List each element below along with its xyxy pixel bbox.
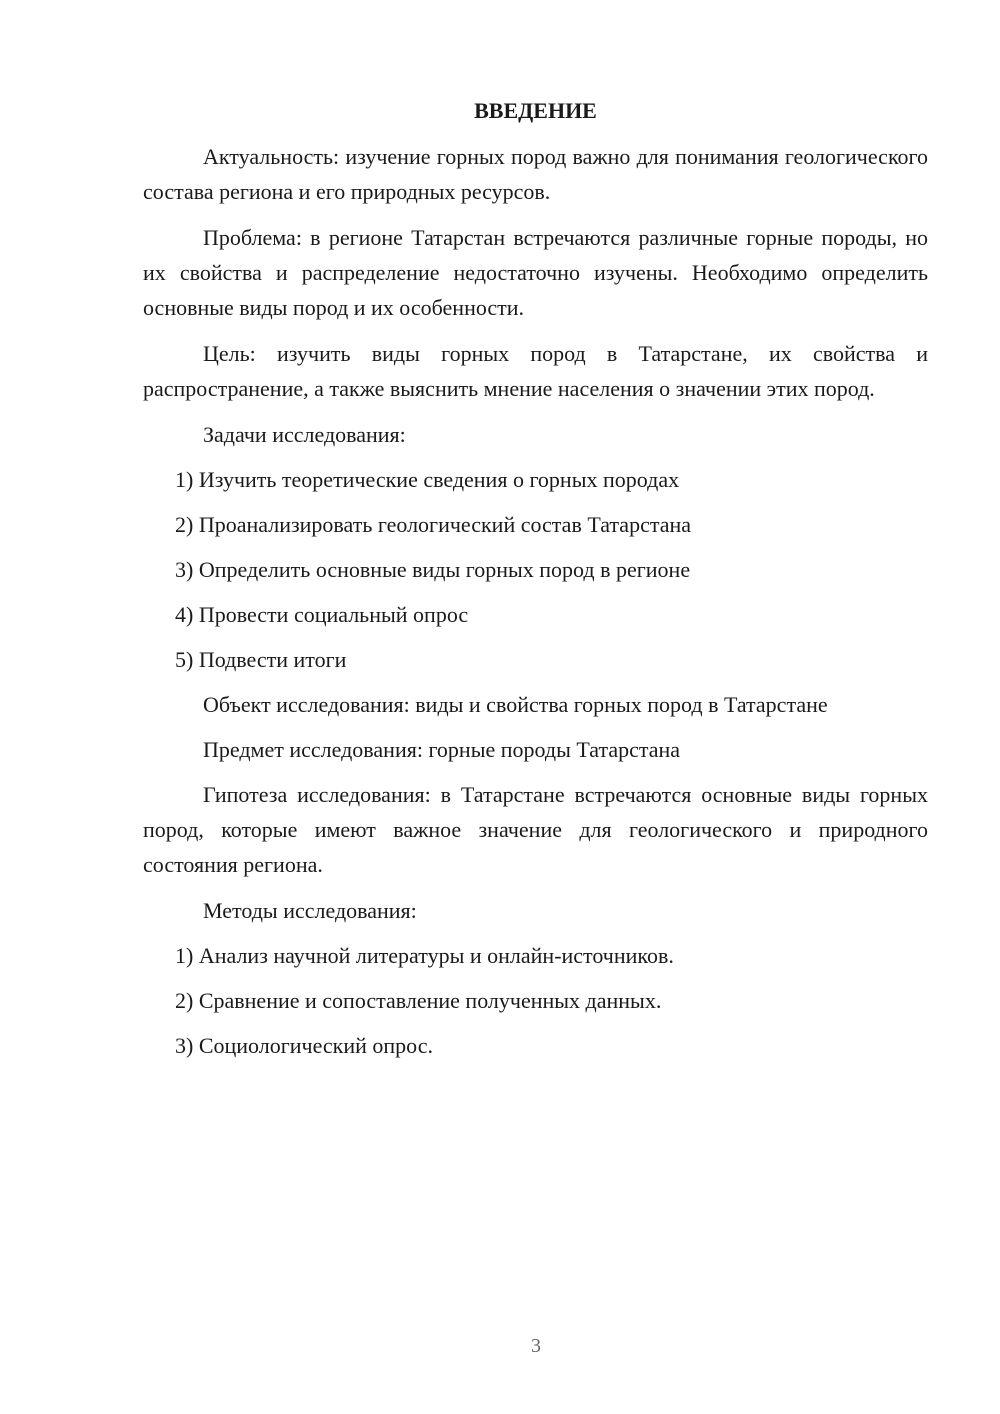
relevance-paragraph: Актуальность: изучение горных пород важно для понимания геологического состава региона и его природных ресурсов. — [143, 144, 928, 204]
method-item: 1) Анализ научной литературы и онлайн-источников. — [175, 943, 674, 968]
methods-heading: Методы исследования: — [203, 898, 417, 923]
page-content — [143, 93, 928, 1073]
hypothesis-paragraph: Гипотеза исследования: в Татарстане встречаются основные виды горных пород, которые имеют важное значение для геологического и природного состояния региона. — [143, 782, 928, 877]
method-item: 2) Сравнение и сопоставление полученных данных. — [175, 988, 662, 1013]
task-item: 3) Определить основные виды горных пород в регионе — [175, 557, 691, 582]
object-paragraph: Объект исследования: виды и свойства горных пород в Татарстане — [203, 692, 828, 717]
problem-paragraph: Проблема: в регионе Татарстан встречаются различные горные породы, но их свойства и распределение недостаточно изучены. Необходимо определить основные виды пород и их особенности. — [143, 225, 928, 320]
method-item: 3) Социологический опрос. — [175, 1033, 433, 1058]
task-item: 2) Проанализировать геологический состав Татарстана — [175, 512, 692, 537]
task-item: 1) Изучить теоретические сведения о горных породах — [175, 467, 680, 492]
task-item: 5) Подвести итоги — [175, 647, 347, 672]
task-item: 4) Провести социальный опрос — [175, 602, 469, 627]
page-number: 3 — [531, 1335, 541, 1357]
subject-paragraph: Предмет исследования: горные породы Татарстана — [203, 737, 681, 762]
section-title: ВВЕДЕНИЕ — [474, 98, 597, 123]
goal-paragraph: Цель: изучить виды горных пород в Татарстане, их свойства и распространение, а также выяснить мнение населения о значении этих пород. — [143, 341, 928, 401]
tasks-heading: Задачи исследования: — [203, 422, 406, 447]
